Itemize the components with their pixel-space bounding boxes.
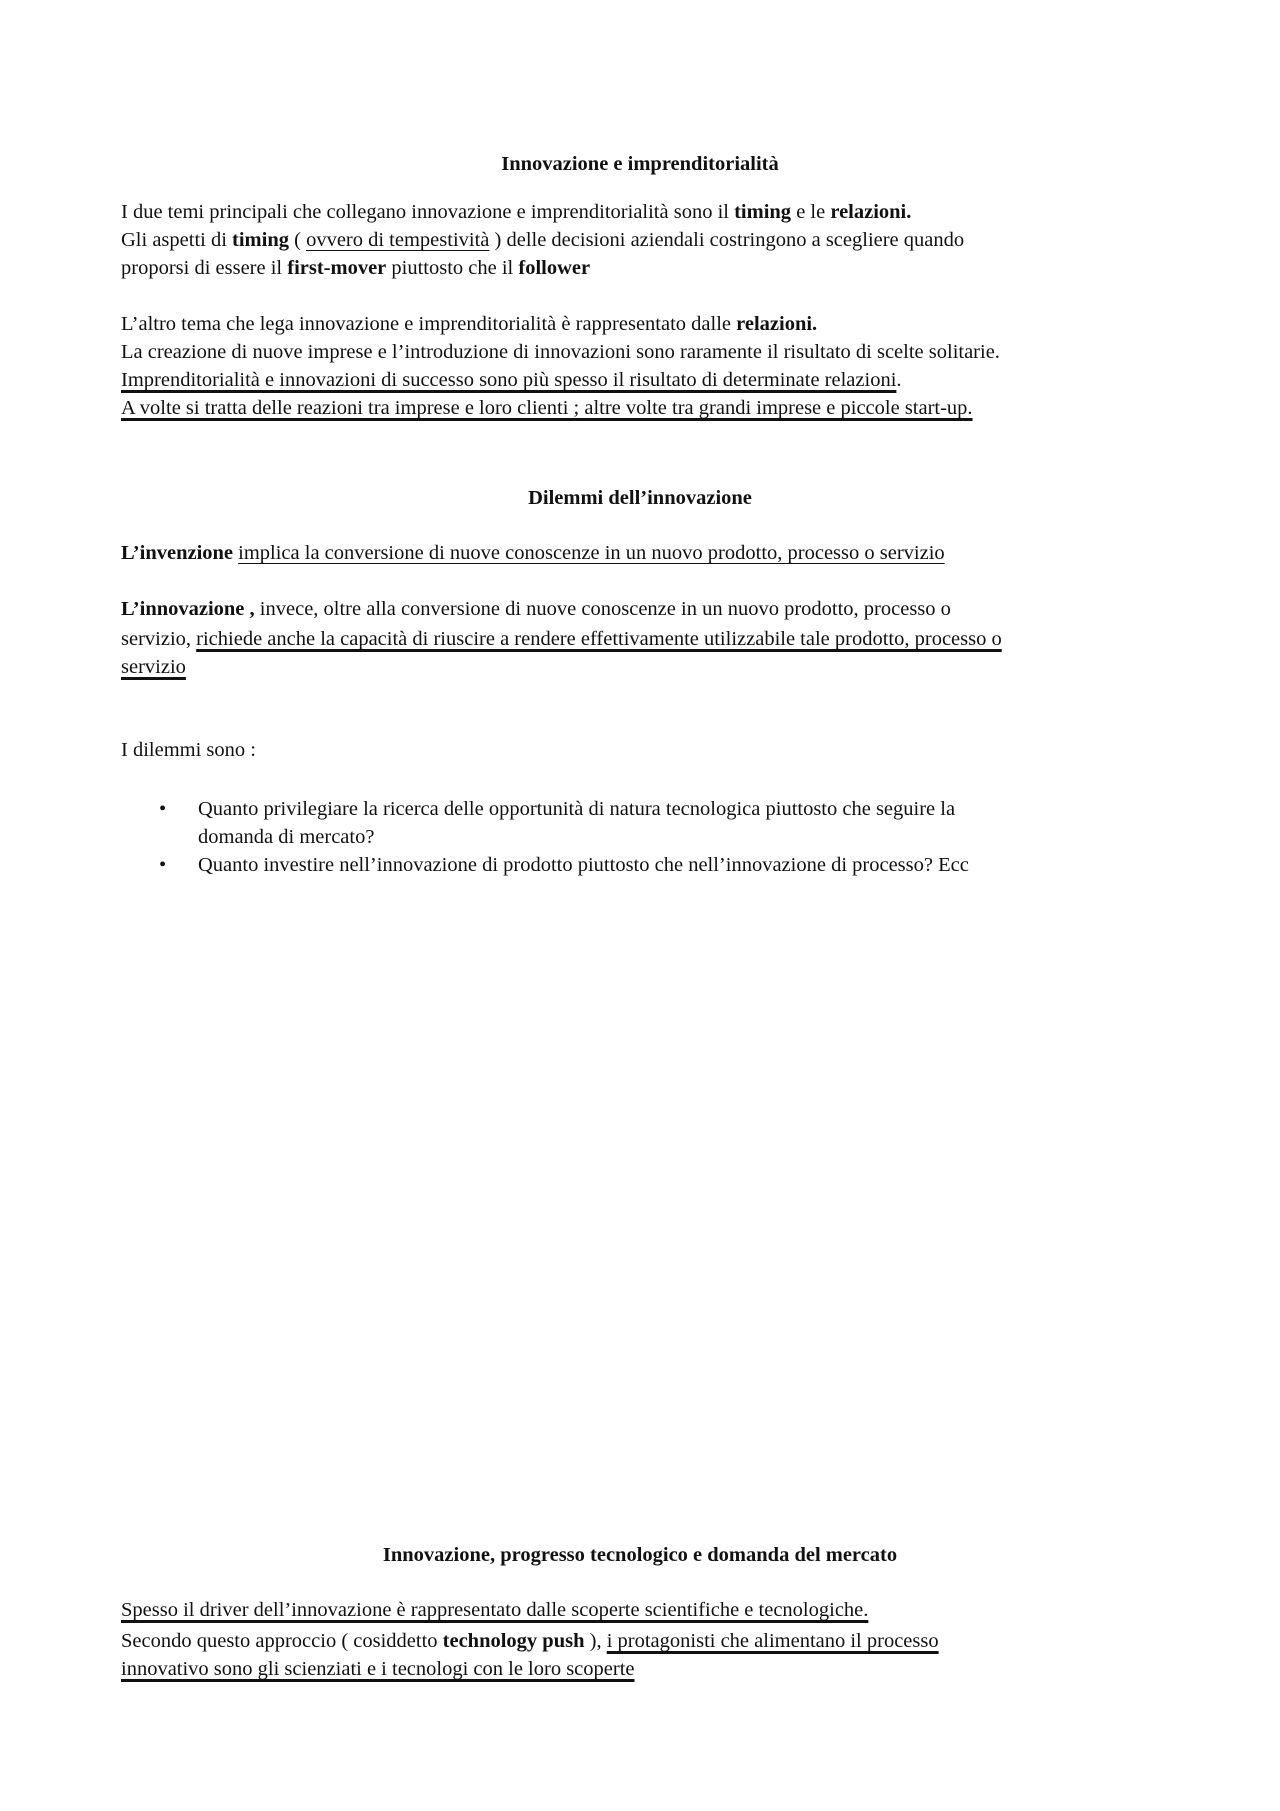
section-title: Innovazione, progresso tecnologico e domanda del mercato <box>382 1544 898 1566</box>
paragraph-line: I dilemmi sono : <box>121 739 256 761</box>
section-title: Dilemmi dell’innovazione <box>528 487 752 509</box>
paragraph-line: I due temi principali che collegano innovazione e imprenditorialità sono il timing e le relazioni. <box>121 201 912 223</box>
paragraph-line: Gli aspetti di timing ( ovvero di tempestività ) delle decisioni aziendali costringono a scegliere quando <box>121 229 965 251</box>
list-item: domanda di mercato? <box>198 826 375 848</box>
paragraph-line: Spesso il driver dell’innovazione è rappresentato dalle scoperte scientifiche e tecnologiche. <box>121 1599 869 1621</box>
paragraph-line: L’invenzione implica la conversione di nuove conoscenze in un nuovo prodotto, processo o servizio <box>121 542 945 564</box>
section-title: Innovazione e imprenditorialità <box>501 153 779 175</box>
paragraph-line: servizio, richiede anche la capacità di riuscire a rendere effettivamente utilizzabile tale prodotto, processo o <box>121 628 1002 650</box>
paragraph-line: Secondo questo approccio ( cosiddetto technology push ), i protagonisti che alimentano il processo <box>121 1630 939 1652</box>
paragraph-line: innovativo sono gli scienziati e i tecnologi con le loro scoperte <box>121 1658 635 1680</box>
paragraph-line: Imprenditorialità e innovazioni di successo sono più spesso il risultato di determinate relazioni. <box>121 369 902 391</box>
paragraph-line: proporsi di essere il first-mover piuttosto che il follower <box>121 257 591 279</box>
paragraph-line: L’innovazione , invece, oltre alla conversione di nuove conoscenze in un nuovo prodotto, processo o <box>121 598 951 620</box>
paragraph-line: A volte si tratta delle reazioni tra imprese e loro clienti ; altre volte tra grandi imprese e piccole start-up. <box>121 397 973 419</box>
list-item: Quanto investire nell’innovazione di prodotto piuttosto che nell’innovazione di processo? Ecc <box>198 854 969 876</box>
paragraph-line: La creazione di nuove imprese e l’introduzione di innovazioni sono raramente il risultato di scelte solitarie. <box>121 341 1000 363</box>
bullet-marker: • <box>159 798 167 820</box>
bullet-marker: • <box>159 854 167 876</box>
paragraph-line: L’altro tema che lega innovazione e imprenditorialità è rappresentato dalle relazioni. <box>121 313 818 335</box>
list-item: Quanto privilegiare la ricerca delle opportunità di natura tecnologica piuttosto che seguire la <box>198 798 956 820</box>
paragraph-line: servizio <box>121 656 186 678</box>
